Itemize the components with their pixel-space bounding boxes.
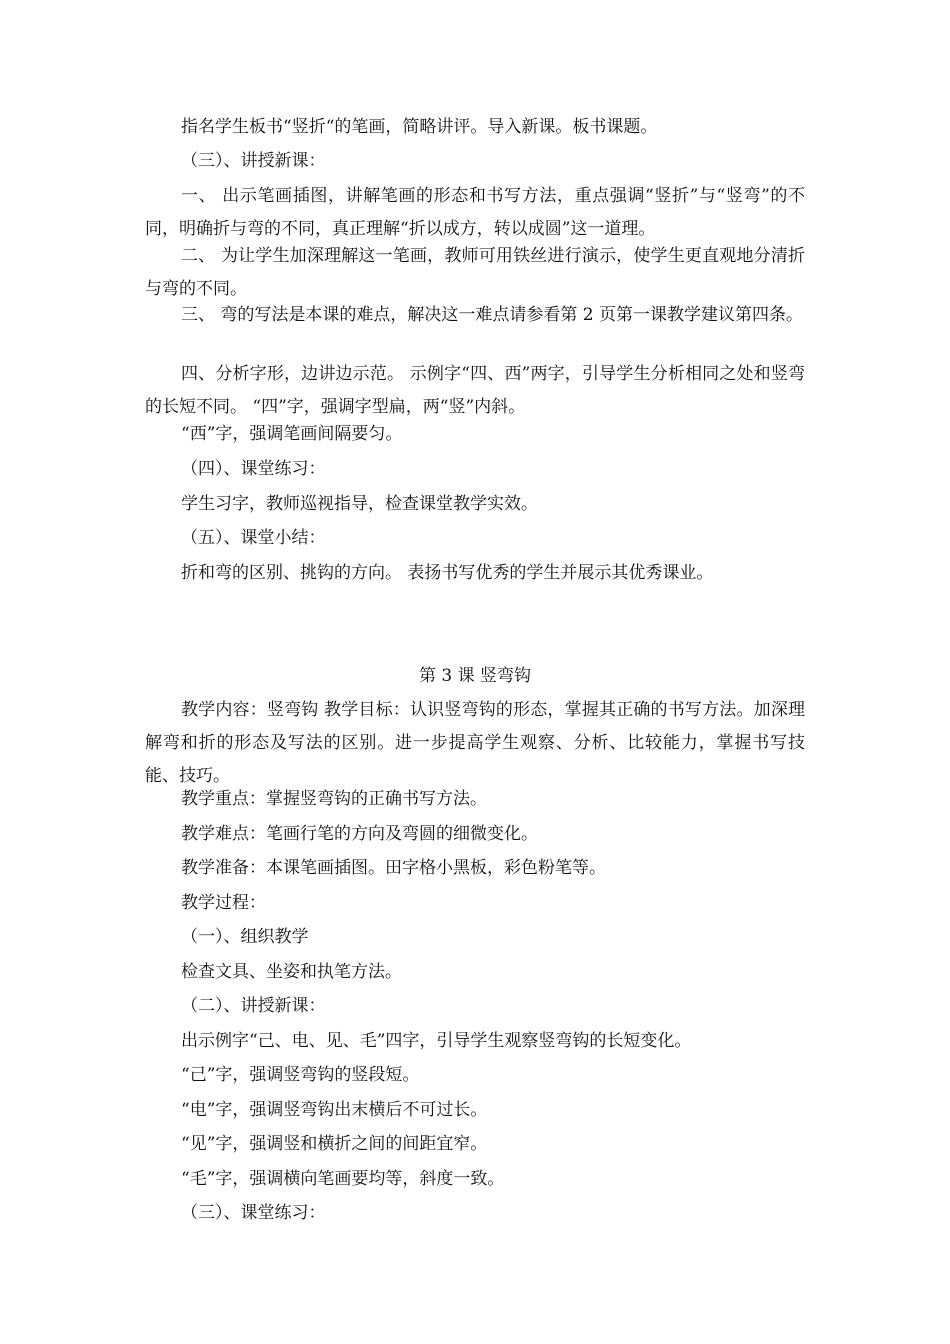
paragraph: “西”字，强调笔画间隔要匀。: [181, 424, 403, 444]
paragraph: “电”字，强调竖弯钩出末横后不可过长。: [181, 1100, 488, 1120]
paragraph: 教学重点：掌握竖弯钩的正确书写方法。: [181, 789, 487, 809]
paragraph: 二、 为让学生加深理解这一笔画，教师可用铁丝进行演示，使学生更直观地分清折与弯的不同。: [145, 246, 805, 299]
paragraph: 一、 出示笔画插图，讲解笔画的形态和书写方法，重点强调“竖折”与“竖弯”的不同，明确折与弯的不同，真正理解“折以成方，转以成圆”这一道理。: [145, 186, 805, 239]
section-heading: （二）、讲授新课：: [181, 996, 326, 1016]
paragraph: 折和弯的区别、挑钩的方向。 表扬书写优秀的学生并展示其优秀课业。: [181, 563, 714, 583]
section-heading: （一）、组织教学: [181, 927, 309, 947]
paragraph: 教学内容：竖弯钩 教学目标：认识竖弯钩的形态，掌握其正确的书写方法。加深理解弯和折的形态及写法的区别。进一步提高学生观察、分析、比较能力，掌握书写技能、技巧。: [145, 700, 805, 786]
paragraph: 教学准备：本课笔画插图。田字格小黑板，彩色粉笔等。: [181, 858, 606, 878]
paragraph: “己”字，强调竖弯钩的竖段短。: [181, 1065, 420, 1085]
lesson-title: 第 3 课 竖弯钩: [418, 666, 532, 686]
paragraph: 出示例字“己、电、见、毛”四字，引导学生观察竖弯钩的长短变化。: [181, 1031, 692, 1051]
paragraph: 教学难点：笔画行笔的方向及弯圆的细微变化。: [181, 824, 538, 844]
paragraph: “毛”字，强调横向笔画要均等，斜度一致。: [181, 1169, 505, 1189]
section-heading: （三）、课堂练习：: [181, 1203, 326, 1223]
paragraph: 学生习字，教师巡视指导，检查课堂教学实效。: [181, 494, 538, 514]
section-heading: （五）、课堂小结：: [181, 528, 326, 548]
paragraph: 指名学生板书“竖折“的笔画，简略讲评。导入新课。板书课题。: [181, 117, 658, 137]
section-heading: （四）、课堂练习：: [181, 459, 326, 479]
paragraph: 教学过程：: [181, 893, 266, 913]
paragraph: 三、 弯的写法是本课的难点，解决这一难点请参看第 2 页第一课教学建议第四条。: [181, 305, 804, 325]
paragraph: 四、分析字形，边讲边示范。 示例字“四、西”两字，引导学生分析相同之处和竖弯的长短不同。 “四”字，强调字型扁，两“竖”内斜。: [145, 364, 805, 417]
paragraph: 检查文具、坐姿和执笔方法。: [181, 962, 402, 982]
section-heading: （三）、讲授新课：: [181, 151, 326, 171]
paragraph: “见”字，强调竖和横折之间的间距宜窄。: [181, 1134, 488, 1154]
